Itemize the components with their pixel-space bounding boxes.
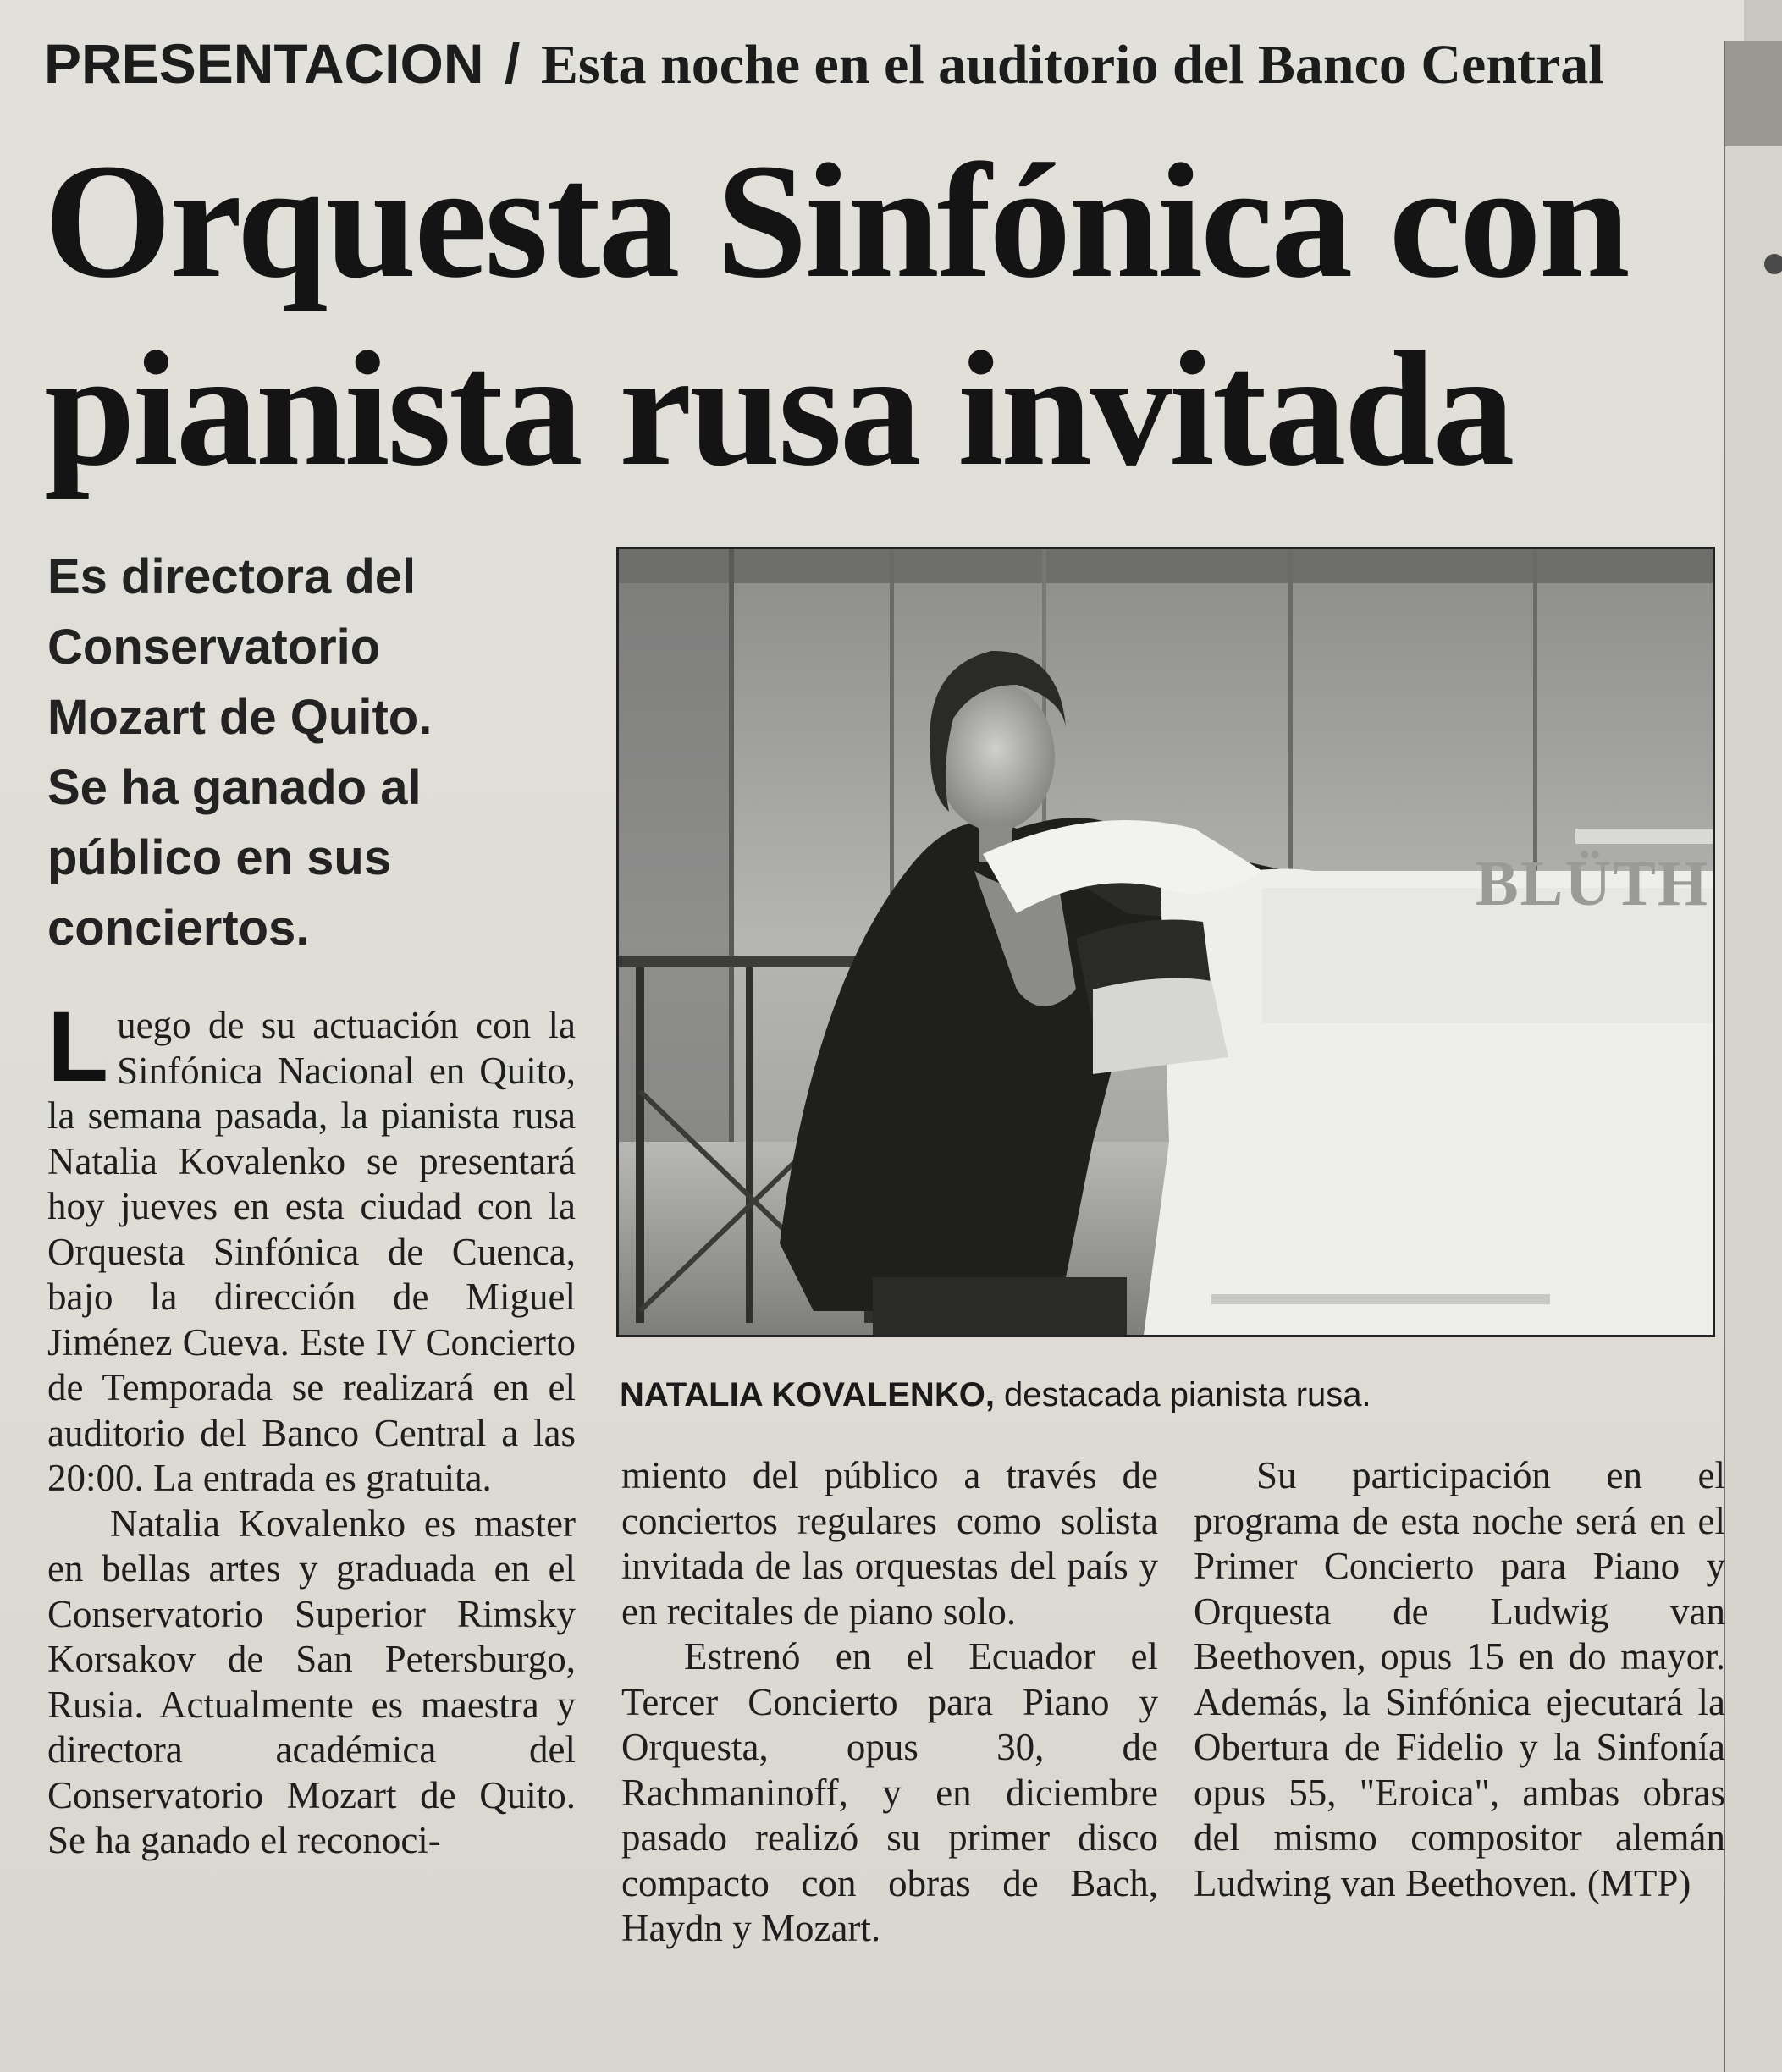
headline <box>44 127 1712 503</box>
section-kicker <box>44 25 1695 103</box>
deck-line: público en sus <box>47 830 392 885</box>
article-paragraph <box>47 991 576 1502</box>
caption-name: NATALIA KOVALENKO, <box>620 1376 995 1413</box>
kicker-separator: / <box>505 32 521 95</box>
article-paragraph: Natalia Kovalenko es master en bellas artes y graduada en el Conservatorio Superior Rimsky Korsakov de San Petersburgo, Rusia. Actualmente es maestra y directora académica del Conservatorio Mozart de Quito. Se ha ganado el reconoci- <box>47 1502 576 1861</box>
article-column-3 <box>1194 1453 1725 1906</box>
article-paragraph: Estrenó en el Ecuador el Tercer Concierto para Piano y Orquesta, opus 30, de Rachmaninoff, y en diciembre pasado realizó su primer disco compacto con obras de Bach, Haydn y Mozart. <box>621 1635 1158 1949</box>
article-paragraph: Su participación en el programa de esta noche será en el Primer Concierto para Piano y Orquesta de Ludwig van Beethoven, opus 15 en do mayor. Además, la Sinfónica ejecutará la Obertura de Fidelio y la Sinfonía opus 55, "Eroica", ambas obras del mismo compositor alemán Ludwing van Beethoven. (MTP) <box>1194 1454 1725 1904</box>
deck-line: Es directora del <box>47 549 417 604</box>
deck-line: Mozart de Quito. <box>47 690 433 745</box>
deck-line: Conservatorio <box>47 620 381 675</box>
pianist-photo <box>616 547 1715 1337</box>
adjacent-page-dot <box>1764 254 1782 274</box>
adjacent-page-edge <box>1724 41 1782 2072</box>
article-column-2 <box>621 1453 1158 1952</box>
kicker-text: Esta noche en el auditorio del Banco Central <box>540 34 1604 96</box>
deck-line: conciertos. <box>47 901 310 956</box>
article-paragraph: miento del público a través de conciertos regulares como solista invitada de las orquestas del país y en recitales de piano solo. <box>621 1454 1158 1633</box>
headline-line-2: pianista rusa invitada <box>44 317 1513 499</box>
paragraph-text: uego de su actuación con la Sinfónica Nacional en Quito, la semana pasada, la pianista rusa Natalia Kovalenko se presentará hoy jueves en esta ciudad con la Orquesta Sinfónica de Cuenca, bajo la dirección de Miguel Jiménez Cueva. Este IV Concierto de Temporada se realizará en el auditorio del Banco Central a las 20:00. La entrada es gratuita. <box>47 1004 576 1499</box>
drop-cap: L <box>47 991 109 1103</box>
article-column-1 <box>47 991 576 1864</box>
caption-text: destacada pianista rusa. <box>994 1376 1371 1413</box>
deck-subheading <box>47 542 572 963</box>
piano-brand-text: BLÜTH <box>1475 848 1710 919</box>
section-label: PRESENTACION <box>44 32 484 95</box>
adjacent-page-tab <box>1725 41 1782 146</box>
photo-caption <box>620 1371 1712 1419</box>
deck-line: Se ha ganado al <box>47 760 422 815</box>
headline-line-1: Orquesta Sinfónica con <box>44 130 1628 311</box>
